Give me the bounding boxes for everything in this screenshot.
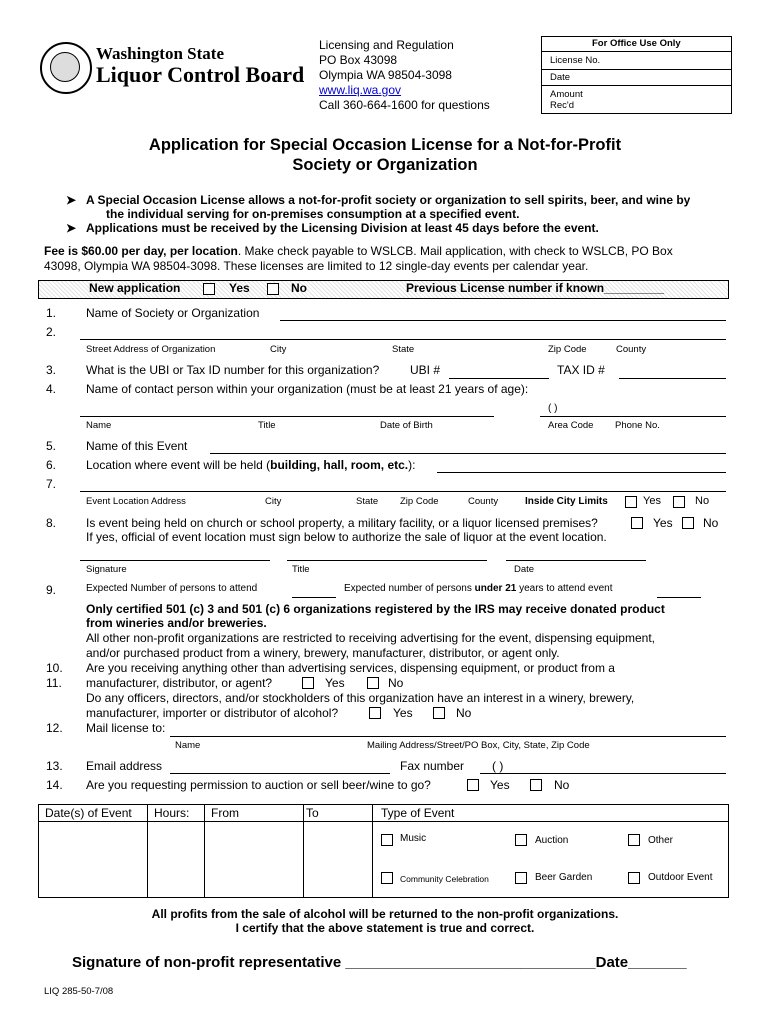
addr-city-caption: City: [270, 344, 287, 355]
q10-yes-checkbox[interactable]: [302, 677, 314, 689]
q11-line1: Do any officers, directors, and/or stockholders of this organization have an interest in a winery, brewery,: [86, 691, 635, 705]
contact-person-input[interactable]: [80, 416, 494, 417]
fax-area-paren: ( ): [492, 759, 504, 773]
page-title-line1: Application for Special Occasion License for a Not-for-Profit: [148, 136, 622, 154]
q2-number: 2.: [46, 325, 57, 339]
fax-input[interactable]: [480, 773, 726, 774]
previous-license-label: Previous License number if known_________: [406, 281, 665, 295]
new-app-no-label: No: [291, 281, 307, 295]
q6-number: 6.: [46, 458, 57, 472]
q10-no-checkbox[interactable]: [367, 677, 379, 689]
fee-line-1: [44, 244, 673, 258]
only-certified-line1: Only certified 501 (c) 3 and 501 (c) 6 organizations registered by the IRS may receive donated product: [86, 602, 665, 616]
q11-line2: manufacturer, importer or distributor of alcohol?: [86, 706, 339, 720]
footer-certify: I certify that the above statement is true and correct.: [235, 921, 535, 935]
new-app-yes-label: Yes: [229, 281, 250, 295]
amount-label-1: Amount: [550, 89, 583, 100]
intro-bullet-1a: A Special Occasion License allows a not-for-profit society or organization to sell spirits, beer, and wine by: [86, 193, 691, 207]
new-app-no-checkbox[interactable]: [267, 283, 279, 295]
loc-county-caption: County: [468, 496, 499, 507]
q13-number: 13.: [46, 759, 63, 773]
q5-label: Name of this Event: [86, 439, 188, 453]
q8-sub-text: If yes, official of event location must sign below to authorize the sale of liquor at the event location.: [86, 530, 607, 544]
q9-expected-label: Expected Number of persons to attend: [86, 583, 258, 594]
addr-street-caption: Street Address of Organization: [86, 344, 216, 355]
taxid-input[interactable]: [619, 378, 726, 379]
type-music-label: Music: [400, 833, 427, 844]
table-hours-header: Hours:: [154, 806, 190, 820]
q5-number: 5.: [46, 439, 57, 453]
type-community-label: Community Celebration: [400, 874, 489, 884]
q14-no-label: No: [554, 778, 570, 792]
contact-name-caption: Name: [86, 420, 112, 431]
ubi-label: UBI #: [410, 363, 441, 377]
q1-label: Name of Society or Organization: [86, 306, 260, 320]
office-use-box: [541, 36, 732, 114]
event-name-input[interactable]: [210, 453, 726, 454]
q10-line2: manufacturer, distributor, or agent?: [86, 676, 273, 690]
q6-label-post: ):: [408, 458, 416, 472]
loc-zip-caption: Zip Code: [400, 496, 439, 507]
table-from-header: From: [211, 806, 239, 820]
addr-county-caption: County: [616, 344, 647, 355]
q4-label: Name of contact person within your organization (must be at least 21 years of age):: [86, 382, 529, 396]
q10-line1: Are you receiving anything other than advertising services, dispensing equipment, or product from a: [86, 661, 615, 675]
contact-line-3: Olympia WA 98504-3098: [319, 68, 452, 82]
q12-label: Mail license to:: [86, 721, 166, 735]
inside-city-no-label: No: [695, 495, 710, 507]
mail-name-caption: Name: [175, 740, 201, 751]
date-label: Date: [550, 72, 571, 83]
type-beer-garden-checkbox[interactable]: [515, 872, 527, 884]
fee-rest: . Make check payable to WSLCB. Mail application, with check to WSLCB, PO Box: [237, 244, 673, 258]
q8-number: 8.: [46, 516, 57, 530]
q3-label: What is the UBI or Tax ID number for this organization?: [86, 363, 380, 377]
type-auction-checkbox[interactable]: [515, 834, 527, 846]
under21-persons-input[interactable]: [657, 597, 701, 598]
footer-profits: All profits from the sale of alcohol will be returned to the non-profit organizations.: [151, 907, 619, 921]
taxid-label: TAX ID #: [557, 363, 605, 377]
contact-phone-caption: Phone No.: [615, 420, 660, 431]
fee-bold: Fee is $60.00 per day, per location: [44, 244, 238, 258]
new-application-label: New application: [89, 281, 181, 295]
q9-under21-pre: Expected number of persons: [344, 583, 475, 594]
contact-phone-input[interactable]: [540, 416, 726, 417]
official-date-input[interactable]: [506, 560, 646, 561]
official-title-input[interactable]: [287, 560, 487, 561]
inside-city-no-checkbox[interactable]: [673, 496, 685, 508]
contact-line-1: Licensing and Regulation: [319, 38, 454, 52]
loc-state-caption: State: [356, 496, 379, 507]
sig-title-caption: Title: [292, 564, 310, 575]
table-dates-header: Date(s) of Event: [45, 806, 132, 820]
q11-no-label: No: [456, 706, 472, 720]
contact-area-code-paren: ( ): [548, 403, 558, 414]
q14-no-checkbox[interactable]: [530, 779, 542, 791]
q6-label-bold: building, hall, room, etc.: [270, 458, 409, 472]
loc-city-caption: City: [265, 496, 282, 507]
new-app-yes-checkbox[interactable]: [203, 283, 215, 295]
inside-city-yes-label: Yes: [643, 495, 661, 507]
type-beer-garden-label: Beer Garden: [535, 872, 593, 883]
organization-name-input[interactable]: [280, 320, 726, 321]
intro-bullet-1b: the individual serving for on-premises consumption at a specified event.: [106, 207, 520, 221]
email-input[interactable]: [170, 773, 390, 774]
q9-under21-post: years to attend event: [516, 583, 613, 594]
q11-number: 11.: [46, 676, 62, 690]
q8-yes-checkbox[interactable]: [631, 517, 643, 529]
sig-caption: Signature: [86, 564, 127, 575]
event-location-input[interactable]: [437, 472, 726, 473]
only-certified-line2: from wineries and/or breweries.: [86, 616, 267, 630]
organization-address-input[interactable]: [80, 339, 726, 340]
q10-yes-label: Yes: [325, 676, 345, 690]
contact-title-caption: Title: [258, 420, 276, 431]
addr-state-caption: State: [392, 344, 415, 355]
page-title-line2: Society or Organization: [292, 156, 478, 174]
date-field[interactable]: [542, 69, 731, 86]
q9-under21-label: [344, 583, 613, 594]
type-community-checkbox[interactable]: [381, 872, 393, 884]
q6-label: [86, 458, 415, 472]
website-link[interactable]: www.liq.wa.gov: [319, 83, 402, 97]
q8-yes-label: Yes: [653, 516, 673, 530]
type-music-checkbox[interactable]: [381, 834, 393, 846]
fee-line-2: 43098, Olympia WA 98504-3098. These licenses are limited to 12 single-day events per calendar year.: [44, 259, 589, 273]
state-seal: [40, 42, 92, 94]
loc-address-caption: Event Location Address: [86, 496, 186, 507]
type-outdoor-checkbox[interactable]: [628, 872, 640, 884]
type-other-label: Other: [648, 835, 674, 846]
mail-address-caption: Mailing Address/Street/PO Box, City, State, Zip Code: [367, 740, 590, 751]
q9-under21-bold: under 21: [474, 583, 517, 594]
expected-persons-input[interactable]: [292, 597, 336, 598]
event-address-input[interactable]: [80, 491, 726, 492]
type-outdoor-label: Outdoor Event: [648, 872, 713, 883]
contact-line-2: PO Box 43098: [319, 53, 398, 67]
q3-number: 3.: [46, 363, 57, 377]
q14-number: 14.: [46, 778, 63, 792]
sig-date-caption: Date: [514, 564, 535, 575]
license-no-label: License No.: [550, 55, 601, 66]
q9-number: 9.: [46, 583, 57, 597]
q7-number: 7.: [46, 477, 57, 491]
q1-number: 1.: [46, 306, 57, 320]
q6-label-pre: Location where event will be held (: [86, 458, 271, 472]
q4-number: 4.: [46, 382, 57, 396]
restriction-line2: and/or purchased product from a winery, brewery, manufacturer, distributor, or agent only.: [86, 646, 560, 660]
q8-label: Is event being held on church or school property, a military facility, or a liquor licensed premises?: [86, 516, 598, 530]
official-signature-input[interactable]: [80, 560, 270, 561]
q14-yes-label: Yes: [490, 778, 510, 792]
type-auction-label: Auction: [535, 835, 569, 846]
ubi-input[interactable]: [449, 378, 549, 379]
q10-number: 10.: [46, 661, 63, 675]
agency-name-line2: Liquor Control Board: [96, 62, 305, 87]
type-other-checkbox[interactable]: [628, 834, 640, 846]
amount-field[interactable]: [542, 85, 731, 113]
q14-label: Are you requesting permission to auction or sell beer/wine to go?: [86, 778, 431, 792]
q8-no-label: No: [703, 516, 719, 530]
table-type-header: Type of Event: [381, 806, 455, 820]
agency-name-line1: Washington State: [96, 44, 224, 63]
q10-no-label: No: [388, 676, 404, 690]
table-to-header: To: [306, 806, 319, 820]
bullet-arrow-2: ➤: [66, 221, 77, 235]
contact-dob-caption: Date of Birth: [380, 420, 433, 431]
intro-bullet-2: Applications must be received by the Licensing Division at least 45 days before the event.: [86, 221, 599, 235]
office-title: For Office Use Only: [592, 38, 681, 49]
q12-number: 12.: [46, 721, 63, 735]
q11-yes-checkbox[interactable]: [369, 707, 381, 719]
inside-city-limits-label: Inside City Limits: [525, 496, 608, 507]
bullet-arrow-1: ➤: [66, 193, 77, 207]
signature-line[interactable]: Signature of non-profit representative ______________________________Date_______: [72, 954, 687, 971]
q13-label: Email address: [86, 759, 163, 773]
q14-yes-checkbox[interactable]: [467, 779, 479, 791]
form-number: LIQ 285-50-7/08: [44, 986, 114, 997]
amount-label-2: Rec'd: [550, 100, 574, 111]
fax-label: Fax number: [400, 759, 465, 773]
mail-license-input[interactable]: [170, 736, 726, 737]
license-no-field[interactable]: [542, 51, 731, 70]
addr-zip-caption: Zip Code: [548, 344, 587, 355]
q11-no-checkbox[interactable]: [433, 707, 445, 719]
inside-city-yes-checkbox[interactable]: [625, 496, 637, 508]
phone-line: Call 360-664-1600 for questions: [319, 98, 490, 112]
restriction-line1: All other non-profit organizations are restricted to receiving advertising for the event, dispensing equipment,: [86, 631, 655, 645]
q8-no-checkbox[interactable]: [682, 517, 694, 529]
contact-area-caption: Area Code: [548, 420, 594, 431]
q11-yes-label: Yes: [393, 706, 413, 720]
